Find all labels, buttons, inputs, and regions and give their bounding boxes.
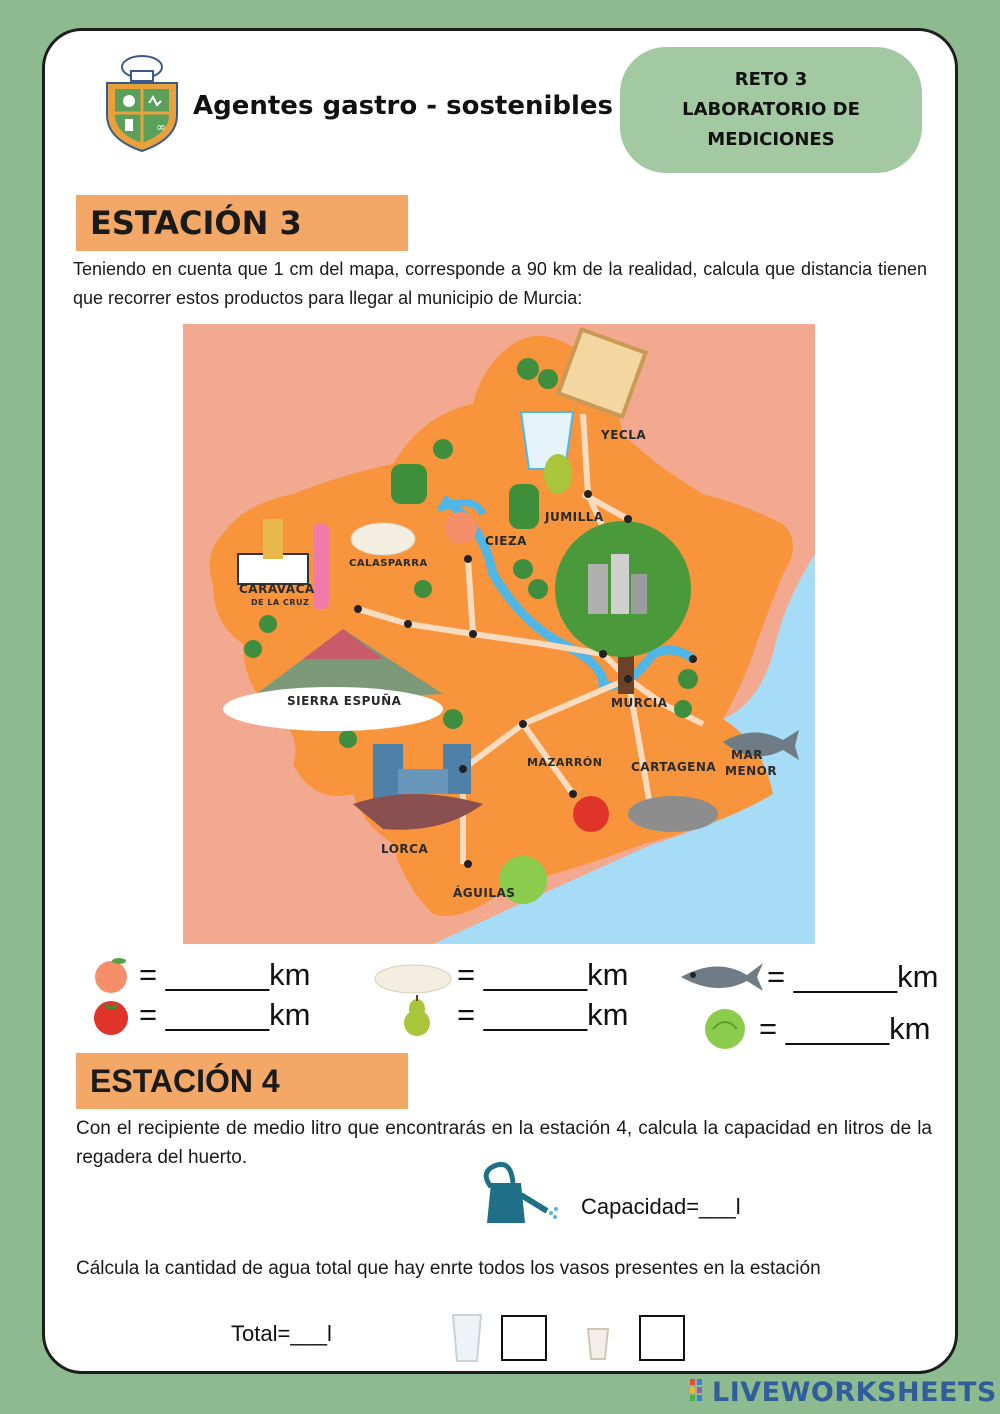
challenge-subtitle-line2: MEDICIONES <box>707 129 835 150</box>
answer-peach-field[interactable]: = ______km <box>139 957 311 992</box>
watering-can-icon <box>477 1161 567 1231</box>
answer-lettuce-field[interactable]: = ______km <box>759 1011 931 1046</box>
answer-rice-field[interactable]: = ______km <box>457 957 629 992</box>
small-cup-answer-box[interactable] <box>639 1315 685 1361</box>
liveworksheets-brand: LIVEWORKSHEETS <box>712 1376 997 1408</box>
answer-tomato <box>89 993 310 1037</box>
answer-lettuce <box>699 1007 930 1051</box>
station-3-instructions: Teniendo en cuenta que 1 cm del mapa, corresponde a 90 km de la realidad, calcula que distancia tienen que recorrer estos productos para llegar al municipio de Murcia: <box>73 259 927 308</box>
challenge-number: RETO 3 <box>734 69 808 90</box>
station-4-instructions: Con el recipiente de medio litro que encontrarás en la estación 4, calcula la capacidad en litros de la regadera del huerto. <box>76 1118 932 1168</box>
tall-glass-icon <box>449 1313 485 1363</box>
answer-tomato-field[interactable]: = ______km <box>139 997 311 1032</box>
pear-icon <box>395 993 455 1037</box>
small-cup-icon <box>585 1327 611 1361</box>
challenge-subtitle-line1: LABORATORIO DE <box>682 99 860 120</box>
worksheet-page <box>42 28 958 1374</box>
fish-icon <box>677 955 765 999</box>
map-label-caravaca-sub: DE LA CRUZ <box>251 598 310 607</box>
tomato-icon <box>89 993 137 1037</box>
map-label-aguilas: ÁGUILAS <box>453 886 516 900</box>
map-label-menor: MENOR <box>725 764 778 778</box>
cartagena-theatre <box>628 796 718 832</box>
map-illustration <box>183 324 815 944</box>
map-label-mazarron: MAZARRÓN <box>527 756 603 769</box>
capacity-field[interactable]: Capacidad=___l <box>581 1194 741 1219</box>
peach-icon <box>89 953 137 997</box>
total-question: Cálcula la cantidad de agua total que hay enrte todos los vasos presentes en la estación <box>76 1258 821 1279</box>
answer-fish <box>677 955 938 999</box>
cieza-peach <box>445 512 477 544</box>
map-label-jumilla: JUMILLA <box>545 510 604 524</box>
tall-glass-answer-box[interactable] <box>501 1315 547 1361</box>
map-label-murcia: MURCIA <box>611 696 668 710</box>
total-field[interactable]: Total=___l <box>231 1321 332 1346</box>
map-label-lorca: LORCA <box>381 842 429 856</box>
map-label-sierra-espuna: SIERRA ESPUÑA <box>287 694 402 708</box>
app-title: Agentes gastro - sostenibles <box>193 91 614 121</box>
region-map <box>183 324 815 944</box>
challenge-badge <box>620 47 922 173</box>
answer-rice <box>371 953 628 997</box>
station-3-heading: ESTACIÓN 3 <box>76 195 408 251</box>
map-label-cieza: CIEZA <box>485 534 527 548</box>
answer-pear-field[interactable]: = ______km <box>457 997 629 1032</box>
answer-fish-field[interactable]: = ______km <box>767 959 939 994</box>
map-label-calasparra: CALASPARRA <box>349 558 428 569</box>
mazarron-tomato <box>573 796 609 832</box>
chef-crest-logo <box>101 53 183 153</box>
map-label-caravaca: CARAVACA <box>239 582 315 596</box>
lettuce-icon <box>699 1007 757 1051</box>
rice-icon <box>371 953 455 997</box>
map-label-cartagena: CARTAGENA <box>631 760 717 774</box>
map-label-yecla: YECLA <box>601 428 647 442</box>
station-4-heading: ESTACIÓN 4 <box>76 1053 408 1109</box>
liveworksheets-logo <box>690 1374 997 1410</box>
answer-pear <box>395 993 628 1037</box>
liveworksheets-icon <box>690 1377 712 1407</box>
calasparra-rice <box>351 523 415 555</box>
answer-peach <box>89 953 310 997</box>
svg-text:∞: ∞ <box>156 120 166 134</box>
map-label-mar: MAR <box>731 748 763 762</box>
